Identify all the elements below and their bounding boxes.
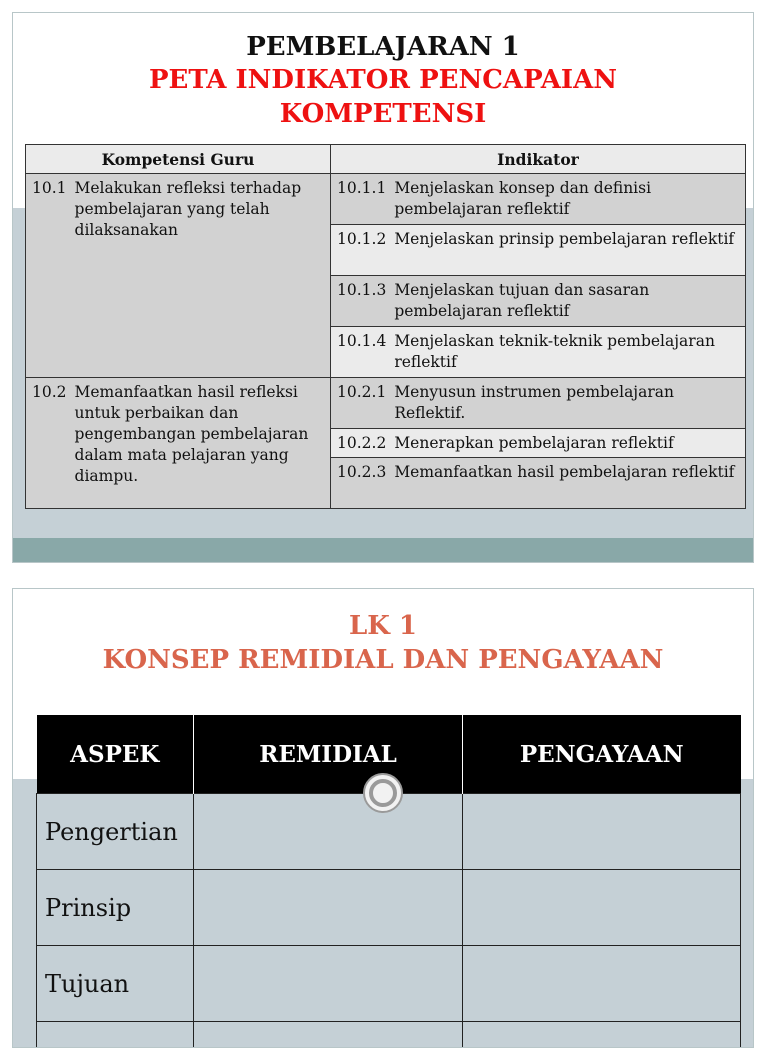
indikator-number: 10.2.3 [337,462,394,483]
indikator-number: 10.1.2 [337,229,394,250]
kompetensi-text: Memanfaatkan hasil refleksi untuk perbaikan dan pengembangan pembelajaran dalam mata pelajaran yang diampu. [75,382,324,487]
indikator-cell [331,458,746,509]
aspek-cell [37,1022,194,1048]
title-line-1: PEMBELAJARAN 1 [13,31,753,63]
table-row [37,1022,741,1048]
indikator-cell [331,429,746,458]
indikator-cell [331,225,746,276]
title-line-2: PETA INDIKATOR PENCAPAIAN [13,63,753,97]
column-header-kompetensi: Kompetensi Guru [26,145,331,174]
column-header-remidial: REMIDIAL [194,715,463,794]
kompetensi-cell [26,378,331,509]
indikator-cell [331,378,746,429]
remidial-cell[interactable] [194,1022,463,1048]
title-line-1: LK 1 [13,609,753,643]
slide-footer-bar [13,538,753,563]
indikator-number: 10.2.1 [337,382,394,424]
indikator-number: 10.1.1 [337,178,394,220]
remidial-cell[interactable] [194,794,463,870]
indikator-cell [331,327,746,378]
table-row [37,870,741,946]
table-row [37,946,741,1022]
indikator-text: Menjelaskan teknik-teknik pembelajaran reflektif [394,331,739,373]
slide-nav-circle-icon[interactable] [361,771,405,815]
remidial-cell[interactable] [194,870,463,946]
table-row [26,378,746,429]
column-header-pengayaan: PENGAYAAN [463,715,741,794]
slide-lk-1 [12,588,754,1048]
table-row [26,174,746,225]
kompetensi-cell [26,174,331,378]
kompetensi-number: 10.1 [32,178,75,241]
pengayaan-cell[interactable] [463,946,741,1022]
indikator-cell [331,276,746,327]
aspek-cell: Prinsip [37,870,194,946]
slide-pembelajaran-1 [12,12,754,563]
pengayaan-cell[interactable] [463,870,741,946]
worksheet-table [36,715,741,1048]
indikator-number: 10.2.2 [337,433,394,454]
slide-title [13,31,753,131]
indikator-number: 10.1.4 [337,331,394,373]
slide-title [13,609,753,677]
column-header-aspek: ASPEK [37,715,194,794]
indikator-text: Menjelaskan tujuan dan sasaran pembelajaran reflektif [394,280,739,322]
title-line-3: KOMPETENSI [13,97,753,131]
aspek-cell: Tujuan [37,946,194,1022]
title-line-2: KONSEP REMIDIAL DAN PENGAYAAN [13,643,753,677]
indikator-text: Memanfaatkan hasil pembelajaran reflektif [394,462,739,483]
pengayaan-cell[interactable] [463,794,741,870]
indikator-number: 10.1.3 [337,280,394,322]
indikator-text: Menjelaskan prinsip pembelajaran reflektif [394,229,739,250]
pengayaan-cell[interactable] [463,1022,741,1048]
indikator-text: Menerapkan pembelajaran reflektif [394,433,739,454]
kompetensi-number: 10.2 [32,382,75,487]
kompetensi-text: Melakukan refleksi terhadap pembelajaran yang telah dilaksanakan [75,178,324,241]
indikator-cell [331,174,746,225]
aspek-cell: Pengertian [37,794,194,870]
column-header-indikator: Indikator [331,145,746,174]
remidial-cell[interactable] [194,946,463,1022]
indikator-text: Menjelaskan konsep dan definisi pembelajaran reflektif [394,178,739,220]
indikator-text: Menyusun instrumen pembelajaran Reflektif. [394,382,739,424]
indicator-map-table [25,144,746,509]
